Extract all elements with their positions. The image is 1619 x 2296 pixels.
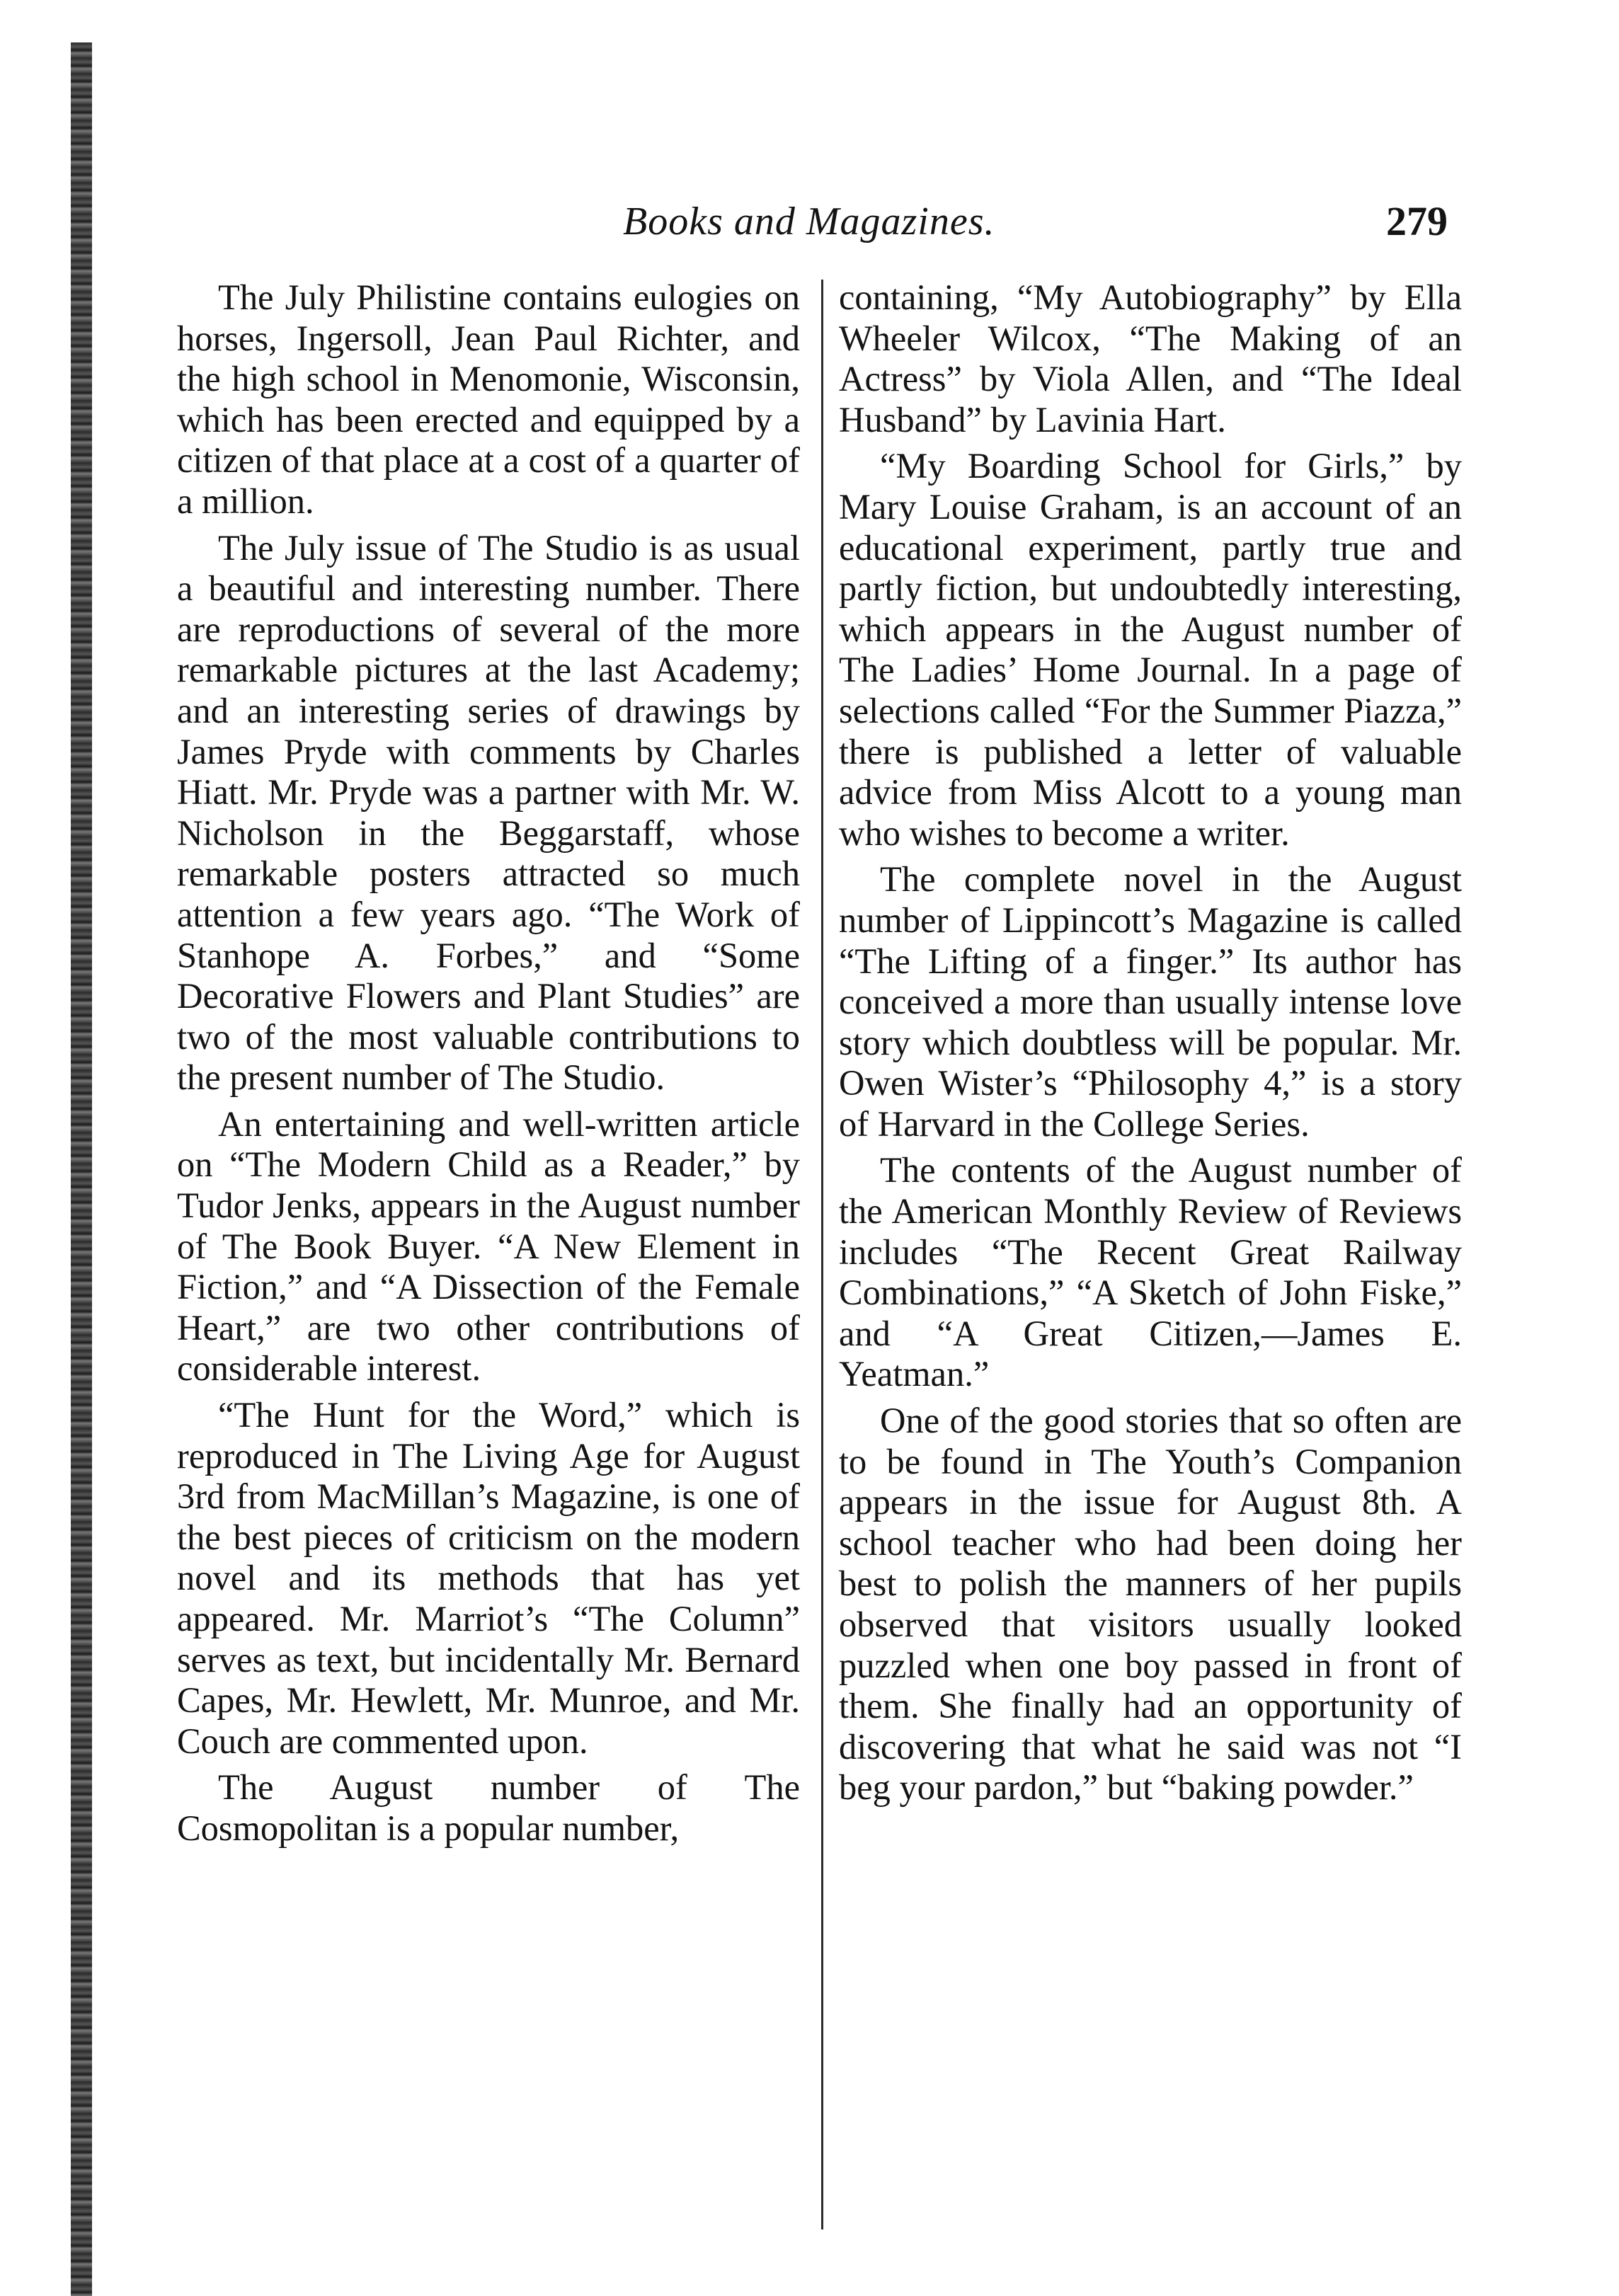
book-spine-edge xyxy=(71,42,92,2296)
running-title: Books and Magazines. xyxy=(623,200,995,243)
column-divider xyxy=(821,280,823,2229)
paragraph-review-of-reviews: The contents of the August number of the American Monthly Review of Reviews includes “The Recent Great Railway Combinations,” “A Sketch of John Fiske,” and “A Great Citizen,—James E. Yeatman.” xyxy=(839,1150,1462,1394)
page-number: 279 xyxy=(1386,198,1448,244)
paragraph-cosmopolitan-continued: containing, “My Autobiography” by Ella Wheeler Wilcox, “The Making of an Actress” by Viola Allen, and “The Ideal Husband” by Lavinia Hart. xyxy=(839,277,1462,440)
paragraph-book-buyer: An entertaining and well-written article on “The Modern Child as a Reader,” by Tudor Jenks, appears in the August number of The Book Buyer. “A New Element in Fiction,” and “A Dissection of the Female Heart,” are two other contributions of considerable interest. xyxy=(177,1103,800,1389)
paragraph-youths-companion: One of the good stories that so often are to be found in The Youth’s Companion appears in the issue for August 8th. A school teacher who had been doing her best to polish the manners of her pupils observed that visitors usually looked puzzled when one boy passed in front of them. She finally had an opportunity of discovering that what he said was not “I beg your pardon,” but “baking powder.” xyxy=(839,1401,1462,1808)
paragraph-philistine: The July Philistine contains eulogies on horses, Ingersoll, Jean Paul Richter, and the high school in Menomonie, Wisconsin, which has been erected and equipped by a citizen of that place at a cost of a quarter of a million. xyxy=(177,277,800,521)
paragraph-studio: The July issue of The Studio is as usual a beautiful and interesting number. There are reproductions of several of the more remarkable pictures at the last Academy; and an interesting series of drawings by James Pryde with comments by Charles Hiatt. Mr. Pryde was a partner with Mr. W. Nicholson in the Beggarstaff, whose remarkable posters attracted so much attention a few years ago. “The Work of Stanhope A. Forbes,” and “Some Decorative Flowers and Plant Studies” are two of the most valuable contributions to the present number of The Studio. xyxy=(177,527,800,1098)
paragraph-cosmopolitan: The August number of The Cosmopolitan is a popular number, xyxy=(177,1767,800,1848)
page-header xyxy=(170,190,1448,253)
left-column xyxy=(177,277,800,1855)
paragraph-ladies-home-journal: “My Boarding School for Girls,” by Mary Louise Graham, is an account of an educational experiment, partly true and partly fiction, but undoubtedly interesting, which appears in the August number of The Ladies’ Home Journal. In a page of selections called “For the Summer Piazza,” there is published a letter of valuable advice from Miss Alcott to a young man who wishes to become a writer. xyxy=(839,446,1462,853)
right-column xyxy=(839,277,1462,1814)
paragraph-lippincotts: The complete novel in the August number of Lippincott’s Magazine is called “The Lifting of a finger.” Its author has conceived a more than usually intense love story which doubtless will be popular. Mr. Owen Wister’s “Philosophy 4,” is a story of Harvard in the College Series. xyxy=(839,859,1462,1144)
paragraph-living-age: “The Hunt for the Word,” which is reproduced in The Living Age for August 3rd from MacMillan’s Magazine, is one of the best pieces of criticism on the modern novel and its methods that has yet appeared. Mr. Marriot’s “The Column” serves as text, but incidentally Mr. Bernard Capes, Mr. Hewlett, Mr. Munroe, and Mr. Couch are commented upon. xyxy=(177,1395,800,1761)
